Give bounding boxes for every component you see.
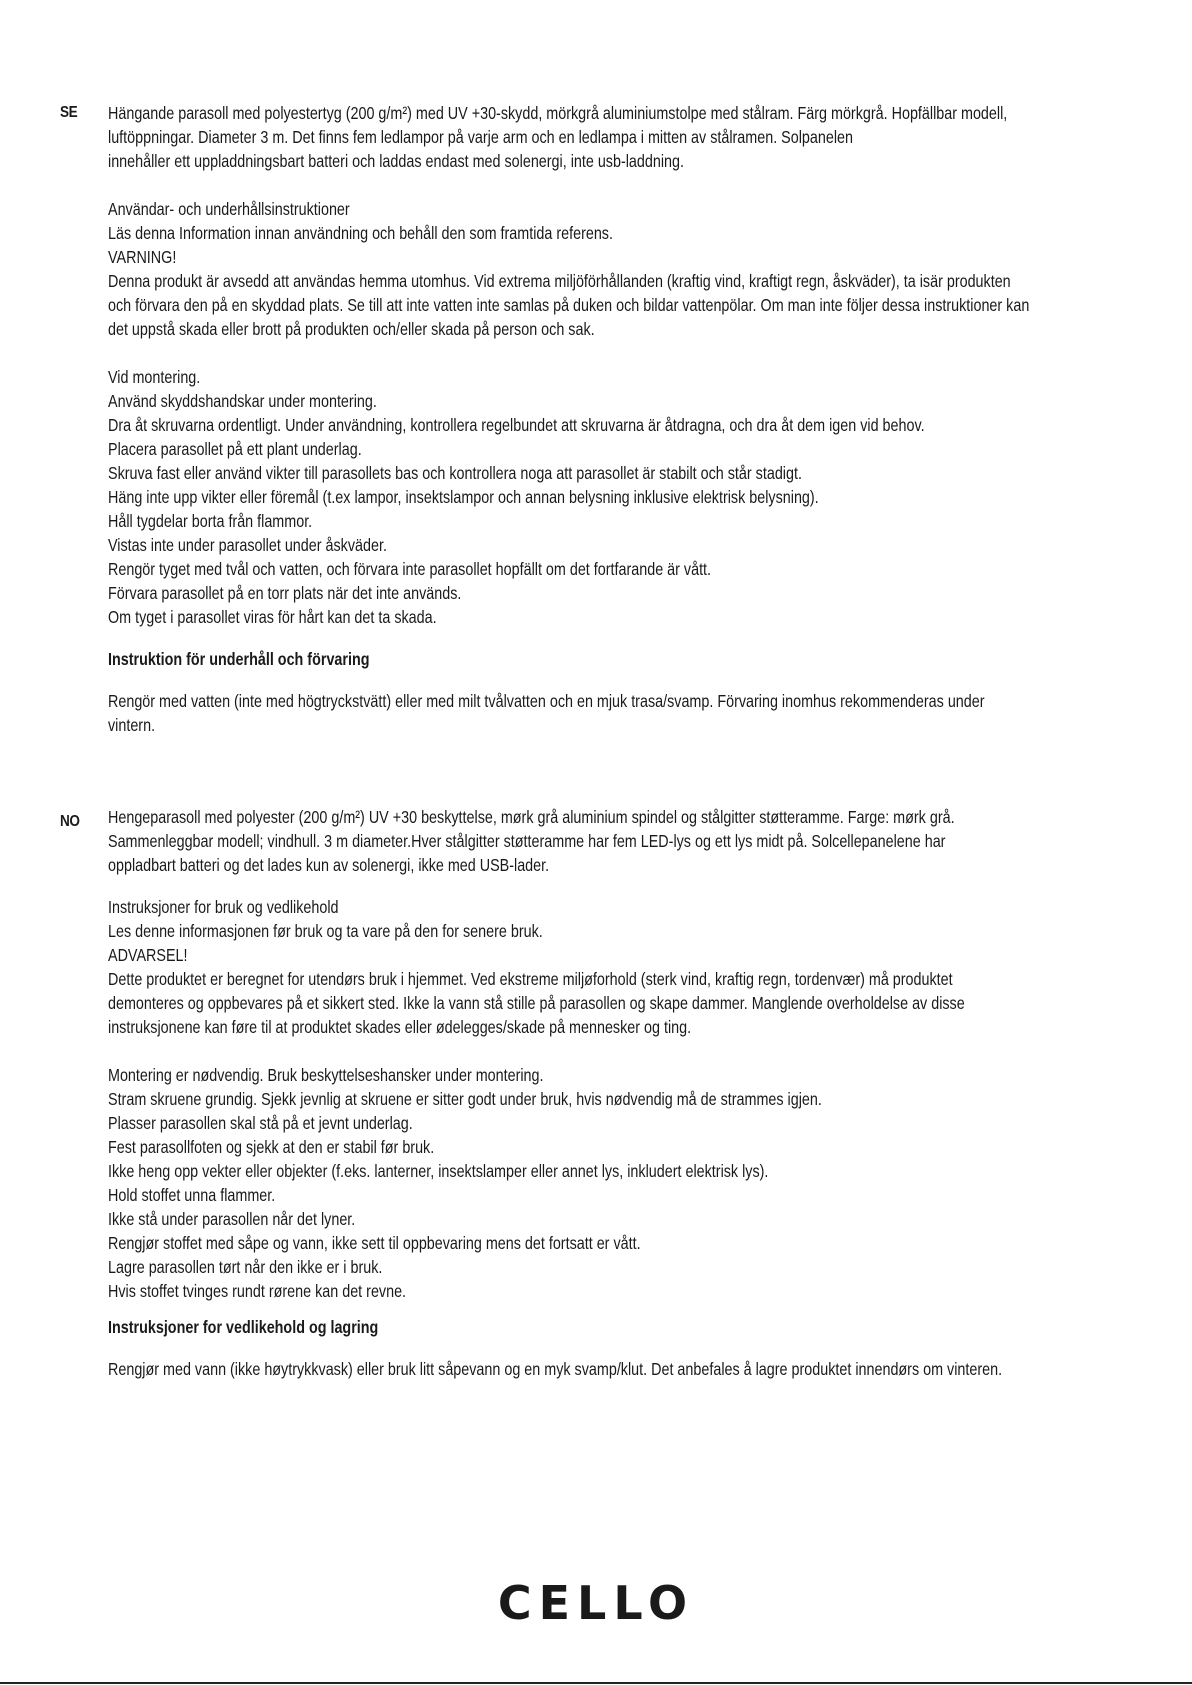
se-assembly-line: Häng inte upp vikter eller föremål (t.ex lampor, insektslampor och annan belysning inklusive elektrisk belysning).: [108, 487, 819, 507]
no-intro-line: Hengeparasoll med polyester (200 g/m²) UV +30 beskyttelse, mørk grå aluminium spindel og stålgitter støtteramme. Farge: mørk grå.: [108, 807, 955, 827]
no-assembly-line: Stram skruene grundig. Sjekk jevnlig at skruene er sitter godt under bruk, hvis nødvendig må de strammes igjen.: [108, 1089, 822, 1109]
se-assembly-line: Rengör tyget med tvål och vatten, och förvara inte parasollet hopfällt om det fortfarande är vått.: [108, 559, 712, 579]
language-code-se: SE: [60, 104, 78, 121]
no-care-line: Rengjør med vann (ikke høytrykkvask) eller bruk litt såpevann og en myk svamp/klut. Det anbefales å lagre produktet innendørs om vinteren.: [108, 1359, 1003, 1379]
no-assembly-line: Ikke heng opp vekter eller objekter (f.eks. lanterner, insektslamper eller annet lys, inkludert elektrisk lys).: [108, 1161, 769, 1181]
language-code-no: NO: [60, 813, 80, 830]
se-usage-line: det uppstå skada eller brott på produkten och/eller skada på person och sak.: [108, 319, 595, 339]
no-assembly-line: Hold stoffet unna flammer.: [108, 1185, 276, 1205]
bottom-divider: [0, 1682, 1192, 1684]
no-usage-line: Dette produktet er beregnet for utendørs bruk i hjemmet. Ved ekstreme miljøforhold (sterk vind, kraftig regn, tordenvær) må produktet: [108, 969, 953, 989]
no-assembly-line: Fest parasollfoten og sjekk at den er stabil før bruk.: [108, 1137, 435, 1157]
se-assembly-line: Placera parasollet på ett plant underlag.: [108, 439, 362, 459]
no-assembly-line: Plasser parasollen skal stå på et jevnt underlag.: [108, 1113, 413, 1133]
text-block-se: [108, 101, 1158, 737]
se-assembly-line: Vistas inte under parasollet under åskväder.: [108, 535, 387, 555]
se-assembly-line: Förvara parasollet på en torr plats när det inte används.: [108, 583, 462, 603]
se-assembly-line: Håll tygdelar borta från flammor.: [108, 511, 313, 531]
se-usage-line: Denna produkt är avsedd att användas hemma utomhus. Vid extrema miljöförhållanden (kraftig vind, kraftigt regn, åskväder), ta isär produkten: [108, 271, 1011, 291]
se-usage-line: och förvara den på en skyddad plats. Se till att inte vatten inte samlas på duken och bildar vattenpölar. Om man inte följer dessa instruktioner kan: [108, 295, 1030, 315]
se-care-line: Rengör med vatten (inte med högtryckstvätt) eller med milt tvålvatten och en mjuk trasa/svamp. Förvaring inomhus rekommenderas under: [108, 691, 985, 711]
se-intro-line: innehåller ett uppladdningsbart batteri och laddas endast med solenergi, inte usb-laddning.: [108, 151, 684, 171]
text-block-no: [108, 805, 1158, 1381]
se-assembly-line: Dra åt skruvarna ordentligt. Under användning, kontrollera regelbundet att skruvarna är åtdragna, och dra åt dem igen vid behov.: [108, 415, 925, 435]
no-care-heading: Instruksjoner for vedlikehold og lagring: [108, 1317, 379, 1337]
no-usage-line: instruksjonene kan føre til at produktet skades eller ødelegges/skade på mennesker og ting.: [108, 1017, 692, 1037]
se-usage-line: Läs denna Information innan användning och behåll den som framtida referens.: [108, 223, 613, 243]
se-assembly-line: Om tyget i parasollet viras för hårt kan det ta skada.: [108, 607, 437, 627]
no-assembly-line: Hvis stoffet tvinges rundt rørene kan det revne.: [108, 1281, 407, 1301]
no-usage-line: Instruksjoner for bruk og vedlikehold: [108, 897, 339, 917]
brand-logo: CELLO: [497, 1576, 695, 1630]
se-assembly-line: Använd skyddshandskar under montering.: [108, 391, 377, 411]
no-usage-line: Les denne informasjonen før bruk og ta vare på den for senere bruk.: [108, 921, 543, 941]
se-intro-line: Hängande parasoll med polyestertyg (200 g/m²) med UV +30-skydd, mörkgrå aluminiumstolpe med stålram. Färg mörkgrå. Hopfällbar modell,: [108, 103, 1008, 123]
se-assembly-line: Vid montering.: [108, 367, 201, 387]
se-usage-line: VARNING!: [108, 247, 177, 267]
no-usage-line: ADVARSEL!: [108, 945, 188, 965]
no-intro-line: Sammenleggbar modell; vindhull. 3 m diameter.Hver stålgitter støtteramme har fem LED-lys og ett lys midt på. Solcellepanelene har: [108, 831, 946, 851]
se-usage-line: Användar- och underhållsinstruktioner: [108, 199, 350, 219]
no-assembly-line: Ikke stå under parasollen når det lyner.: [108, 1209, 356, 1229]
no-assembly-line: Rengjør stoffet med såpe og vann, ikke sett til oppbevaring mens det fortsatt er vått.: [108, 1233, 641, 1253]
no-intro-line: oppladbart batteri og det lades kun av solenergi, ikke med USB-lader.: [108, 855, 550, 875]
no-usage-line: demonteres og oppbevares på et sikkert sted. Ikke la vann stå stille på parasollen og skape dammer. Manglende overholdelse av disse: [108, 993, 965, 1013]
se-intro-line: luftöppningar. Diameter 3 m. Det finns fem ledlampor på varje arm och en ledlampa i mitten av stålramen. Solpanelen: [108, 127, 853, 147]
se-care-line: vintern.: [108, 715, 156, 735]
se-care-heading: Instruktion för underhåll och förvaring: [108, 649, 370, 669]
se-assembly-line: Skruva fast eller använd vikter till parasollets bas och kontrollera noga att parasollet är stabilt och står stadigt.: [108, 463, 802, 483]
no-assembly-line: Montering er nødvendig. Bruk beskyttelseshansker under montering.: [108, 1065, 544, 1085]
no-assembly-line: Lagre parasollen tørt når den ikke er i bruk.: [108, 1257, 383, 1277]
